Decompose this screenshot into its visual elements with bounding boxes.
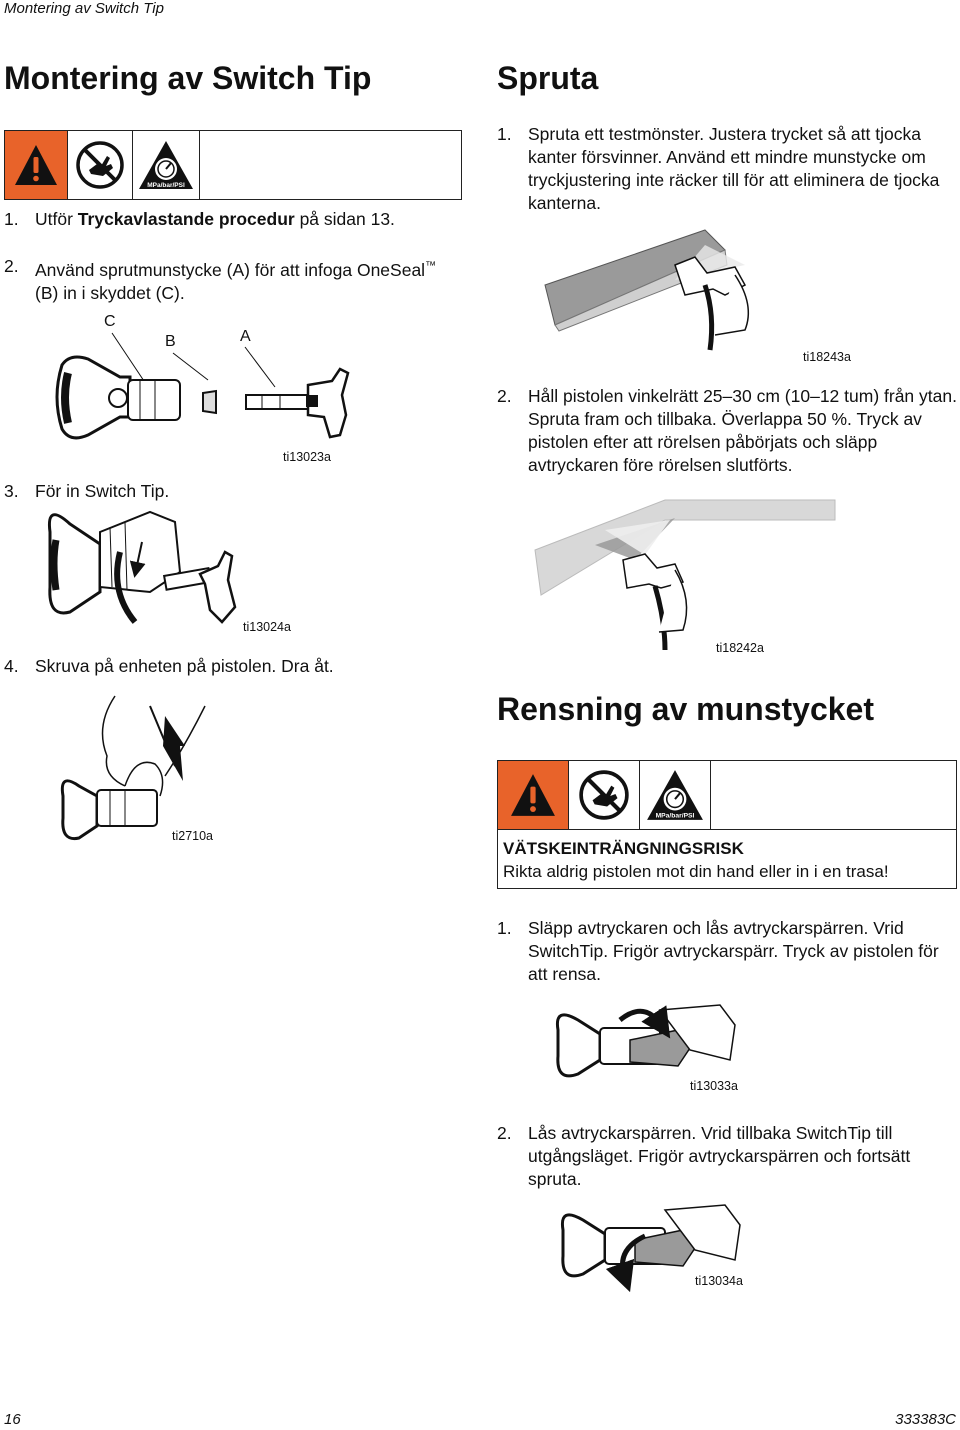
pressure-gauge-cell: [133, 131, 200, 199]
gauge-unit-label: MPa/bar/PSI: [147, 182, 185, 189]
exclamation-triangle-icon: [508, 772, 558, 818]
warning-box-injection: [497, 760, 957, 889]
warning-text: Rikta aldrig pistolen mot din hand eller in i en trasa!: [503, 862, 889, 881]
step-number: 3.: [4, 481, 19, 501]
insert-switch-tip-figure: [40, 482, 240, 642]
exclamation-triangle-icon: [13, 143, 59, 187]
step-number: 1.: [497, 918, 512, 938]
no-hand-icon: [578, 769, 630, 821]
step-number: 4.: [4, 656, 19, 676]
running-header: Montering av Switch Tip: [4, 0, 164, 17]
step-number: 1.: [497, 124, 512, 144]
label-a: A: [240, 328, 251, 345]
step-2-insert-oneseal: 2. Använd sprutmunstycke (A) för att infoga OneSeal™ (B) in i skyddet (C).: [4, 256, 437, 303]
step-1-pressure-relief: 1. Utför Tryckavlastande procedur på sidan 13.: [4, 209, 395, 229]
warning-heading: VÄTSKEINTRÄNGNINGSRISK: [503, 839, 744, 858]
pressure-gauge-cell: [640, 761, 711, 829]
no-hand-cell: [569, 761, 640, 829]
rotate-switch-tip-figure: [550, 1000, 740, 1090]
warning-symbol-cell: [498, 761, 569, 829]
step-number: 1.: [4, 209, 19, 229]
warning-symbol-cell: [5, 131, 68, 199]
figure-code: ti13024a: [243, 620, 291, 634]
warning-box-left: [4, 130, 462, 200]
step-number: 2.: [497, 386, 512, 406]
spray-step-1: 1. Spruta ett testmönster. Justera trycket så att tjocka kanter försvinner. Använd ett mindre munstycke om tryckjustering inte räcker till för att eliminera de tjocka kanterna.: [497, 124, 940, 213]
no-hand-icon: [75, 140, 125, 190]
label-c: C: [104, 313, 116, 330]
document-number: 333383C: [895, 1411, 956, 1428]
figure-code: ti18242a: [716, 641, 764, 655]
no-hand-cell: [68, 131, 133, 199]
pressure-gauge-icon: [137, 139, 195, 191]
section-title-spruta: Spruta: [497, 60, 599, 96]
spray-technique-figure: [535, 490, 855, 660]
step-number: 2.: [4, 256, 19, 276]
pressure-gauge-icon: [645, 768, 705, 822]
figure-code: ti2710a: [172, 829, 214, 843]
section-title-cleaning: Rensning av munstycket: [497, 691, 874, 727]
step-3-insert-switch-tip: 3. För in Switch Tip.: [4, 481, 170, 501]
section-title-switch-tip: Montering av Switch Tip: [4, 60, 372, 96]
figure-code: ti13033a: [690, 1079, 738, 1093]
step-4-screw-on: 4. Skruva på enheten på pistolen. Dra åt.: [4, 656, 334, 676]
label-b: B: [165, 333, 176, 350]
figure-code: ti13023a: [283, 450, 331, 464]
clean-step-2: 2. Lås avtryckarspärren. Vrid tillbaka SwitchTip till utgångsläget. Frigör avtryckarspärren och fortsätt spruta.: [497, 1123, 911, 1189]
figure-code: ti18243a: [803, 350, 851, 364]
spray-step-2: 2. Håll pistolen vinkelrätt 25–30 cm (10–12 tum) från ytan. Spruta fram och tillbaka. Överlappa 50 %. Tryck av pistolen efter att rörelsen påbörjats och släpp avtryckaren före rörelsen slutförts.: [497, 386, 957, 475]
trademark-symbol: ™: [425, 260, 437, 272]
procedure-link[interactable]: Tryckavlastande procedur: [77, 209, 295, 229]
oneseal-assembly-figure: [40, 325, 370, 450]
figure-code: ti13034a: [695, 1274, 743, 1288]
gauge-unit-label: MPa/bar/PSI: [655, 812, 695, 820]
clean-step-1: 1. Släpp avtryckaren och lås avtryckarspärren. Vrid SwitchTip. Frigör avtryckarspärr. Tryck av pistolen för att rensa.: [497, 918, 939, 984]
step-number: 2.: [497, 1123, 512, 1143]
page-number: 16: [4, 1411, 21, 1428]
